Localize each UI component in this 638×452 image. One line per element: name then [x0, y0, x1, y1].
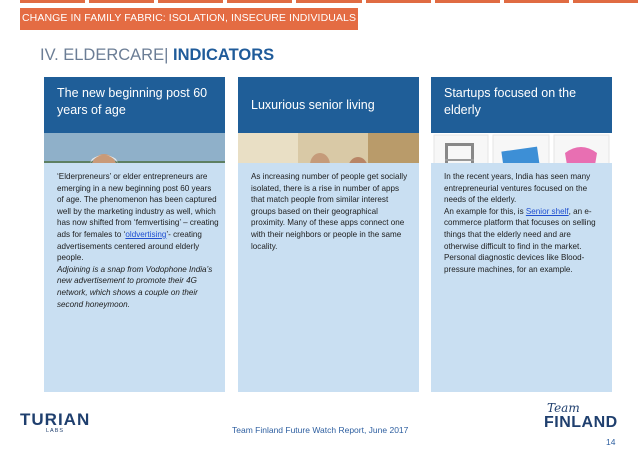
turian-logo-sub: LABS [46, 428, 65, 434]
finland-logo-word: FINLAND [544, 414, 618, 431]
column-heading: The new beginning post 60 years of age [44, 77, 225, 133]
column-heading: Luxurious senior living [238, 77, 419, 133]
column-body-paragraph: As increasing number of people get socially isolated, there is a rise in number of apps that match people from similar interest groups based on their geographical proximity. Many of these apps connect one with their neighbors or people in the same locality. [251, 172, 408, 251]
senior-shelf-link[interactable]: Senior shelf [525, 206, 569, 216]
column-body-paragraph: An example for this, is Senior shelf, an e-commerce platform that focuses on selling things that the elderly need and are otherwise difficult to find in the market. Personal diagnostic devices like Blood-pressure machines, for an example. [444, 206, 596, 274]
turian-logo-word: TURIAN [20, 410, 91, 429]
column-body-paragraph: ‘Elderpreneurs’ or elder entrepreneurs are emerging in a new beginning post 60 years of age. The phenomenon has been captured well by the marketing industry as well, which has now shifted from ‘femvertising’ – creating ads for females to ‘oldvertising’- creating advertisements centered around elderly people. [57, 172, 219, 263]
column-body-paragraph: In the recent years, India has seen many entrepreneurial ventures focused on the needs of the elderly. [444, 172, 591, 205]
column-body-startups-elderly [431, 163, 612, 392]
page-title-emphasis: INDICATORS [172, 46, 275, 64]
column-body-new-beginning [44, 163, 225, 392]
finland-logo-team: Team [547, 401, 580, 415]
oldvertising-link[interactable]: oldvertising [125, 229, 167, 239]
column-body-italic-note: Adjoining is a snap from Vodophone India’s new advertisement to promote their 4G network, which shows a couple on their second honeymoon. [57, 264, 213, 309]
section-header-label: CHANGE IN FAMILY FABRIC: ISOLATION, INSECURE INDIVIDUALS [22, 12, 357, 24]
column-body-luxurious-senior-living [238, 163, 419, 392]
team-finland-logo [544, 402, 618, 431]
top-accent-band [20, 0, 638, 3]
footer-report-title: Team Finland Future Watch Report, June 2017 [232, 425, 409, 435]
page-title [40, 46, 274, 65]
turian-labs-logo [20, 411, 90, 434]
page-number: 14 [606, 437, 616, 447]
column-heading: Startups focused on the elderly [431, 77, 612, 133]
page-title-prefix: IV. ELDERCARE| [40, 46, 173, 64]
